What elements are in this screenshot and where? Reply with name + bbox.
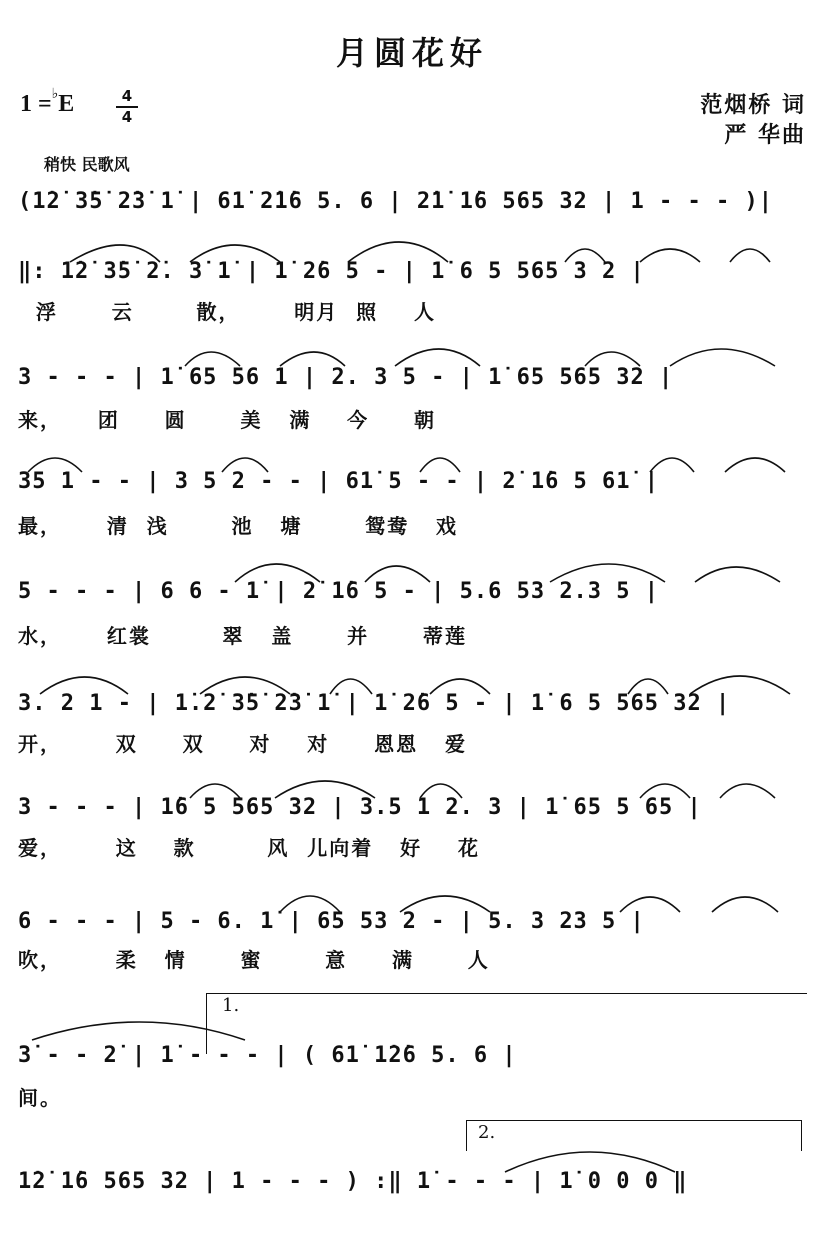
slur-arc bbox=[330, 679, 372, 694]
slur-arc bbox=[720, 784, 775, 798]
slur-arc bbox=[505, 1152, 675, 1172]
slur-arc bbox=[550, 564, 665, 582]
slur-arc bbox=[620, 897, 680, 912]
score-line-10: 1̇2̇ 1̇6 565 32 | 1 - - - ) :‖ 1̇ - - - | 1̇ 0 0 0 ‖ bbox=[18, 1169, 688, 1194]
tempo-marking: 稍快 民歌风 bbox=[44, 155, 130, 174]
slur-arc bbox=[640, 784, 690, 798]
slur-arc bbox=[430, 679, 490, 694]
meter-top: 4 bbox=[121, 87, 133, 105]
slur-arc bbox=[280, 352, 345, 366]
slur-arc bbox=[670, 349, 775, 366]
slur-arc bbox=[712, 897, 778, 912]
lyric-line-3: 来， 团 圆 美 满 今 朝 bbox=[18, 408, 436, 432]
meter-bottom: 4 bbox=[121, 108, 133, 126]
score-line-9: 3̇ - - 2̇ | 1̇ - - - | ( 61̇ 1̇2̇6 5. 6 | bbox=[18, 1043, 517, 1068]
slur-arc bbox=[400, 896, 490, 912]
slur-arc bbox=[420, 458, 460, 472]
song-title: 月圆花好 bbox=[335, 34, 488, 72]
composer-credit: 严 华曲 bbox=[724, 122, 806, 148]
key-note: E bbox=[58, 91, 75, 117]
slur-arc bbox=[190, 245, 280, 262]
lyric-line-4: 最， 清 浅 池 塘 鸳鸯 戏 bbox=[18, 514, 458, 538]
lyric-line-2: 浮 云 散， 明月 照 人 bbox=[18, 300, 436, 324]
slur-arc bbox=[365, 566, 430, 582]
lyric-line-6: 开， 双 双 对 对 恩恩 爱 bbox=[18, 732, 467, 756]
slur-arc bbox=[222, 458, 268, 472]
slur-arc bbox=[32, 1022, 245, 1040]
slur-arc bbox=[395, 349, 480, 366]
score-line-1: (1̇2̇ 3̇5̇ 2̇3̇ 1̇ | 61̇ 2̇1̇6 5. 6 | 2̇1̇ 1̇6 565 32 | 1 - - - )| bbox=[18, 189, 773, 214]
slur-arc bbox=[275, 781, 375, 798]
slur-arc bbox=[40, 677, 128, 694]
slur-arc bbox=[650, 458, 694, 472]
first-ending-label: 1. bbox=[222, 995, 240, 1016]
slur-arc bbox=[70, 245, 160, 262]
slur-arc bbox=[695, 567, 780, 582]
slur-arc bbox=[185, 352, 240, 366]
score-line-5: 5 - - - | 6 6 - 1̇ | 2̇ 1̇6 5 - | 5.6 53 2.3 5 | bbox=[18, 579, 660, 604]
slur-arc bbox=[235, 564, 320, 582]
lyricist-credit: 范烟桥 词 bbox=[700, 92, 806, 118]
slur-arc bbox=[348, 242, 448, 262]
slur-arc bbox=[200, 677, 290, 694]
slur-arc bbox=[640, 249, 700, 262]
score-line-4: 35 1 - - | 3 5 2 - - | 61̇ 5 - - | 2̇ 1̇6 5 61̇ | bbox=[18, 469, 660, 494]
slur-arc bbox=[628, 679, 668, 694]
slur-arc bbox=[280, 896, 340, 912]
score-line-6: 3. 2 1 - | 1̇.2̇ 3̇5̇ 2̇3̇ 1̇ | 1̇ 2̇6 5 - | 1̇ 6 5 565 32 | bbox=[18, 691, 731, 716]
flat-icon: ♭ bbox=[51, 87, 59, 102]
slur-arc bbox=[730, 249, 770, 262]
lyric-line-9: 间。 bbox=[18, 1086, 62, 1110]
score-line-3: 3 - - - | 1̇ 65 56 1 | 2. 3 5 - | 1̇ 65 565 32 | bbox=[18, 365, 674, 390]
slur-arc bbox=[585, 352, 640, 366]
key-prefix: 1 = bbox=[20, 91, 52, 117]
second-ending-label: 2. bbox=[478, 1122, 496, 1143]
score-line-2: ‖: 1̇2̇ 3̇5̇ 2̇. 3̇ 1̇ | 1̇ 2̇6 5 - | 1̇ 6 5 565 3 2 | bbox=[18, 259, 645, 284]
slur-arc bbox=[28, 458, 82, 472]
slur-arc bbox=[565, 249, 605, 262]
slur-arc bbox=[190, 784, 240, 798]
lyric-line-7: 爱， 这 款 风 儿向着 好 花 bbox=[18, 836, 480, 860]
score-line-8: 6 - - - | 5 - 6. 1̇ | 65 53 2 - | 5. 3 23 5 | bbox=[18, 909, 645, 934]
slur-arc bbox=[690, 676, 790, 694]
lyric-line-8: 吹， 柔 情 蜜 意 满 人 bbox=[18, 948, 490, 972]
score-line-7: 3 - - - | 1̇6 5 565 32 | 3.5 1 2. 3 | 1̇ 65 5 65 | bbox=[18, 795, 702, 820]
slur-arc bbox=[725, 458, 785, 472]
slur-arc bbox=[420, 784, 462, 798]
lyric-line-5: 水， 红裳 翠 盖 并 蒂莲 bbox=[18, 624, 467, 648]
